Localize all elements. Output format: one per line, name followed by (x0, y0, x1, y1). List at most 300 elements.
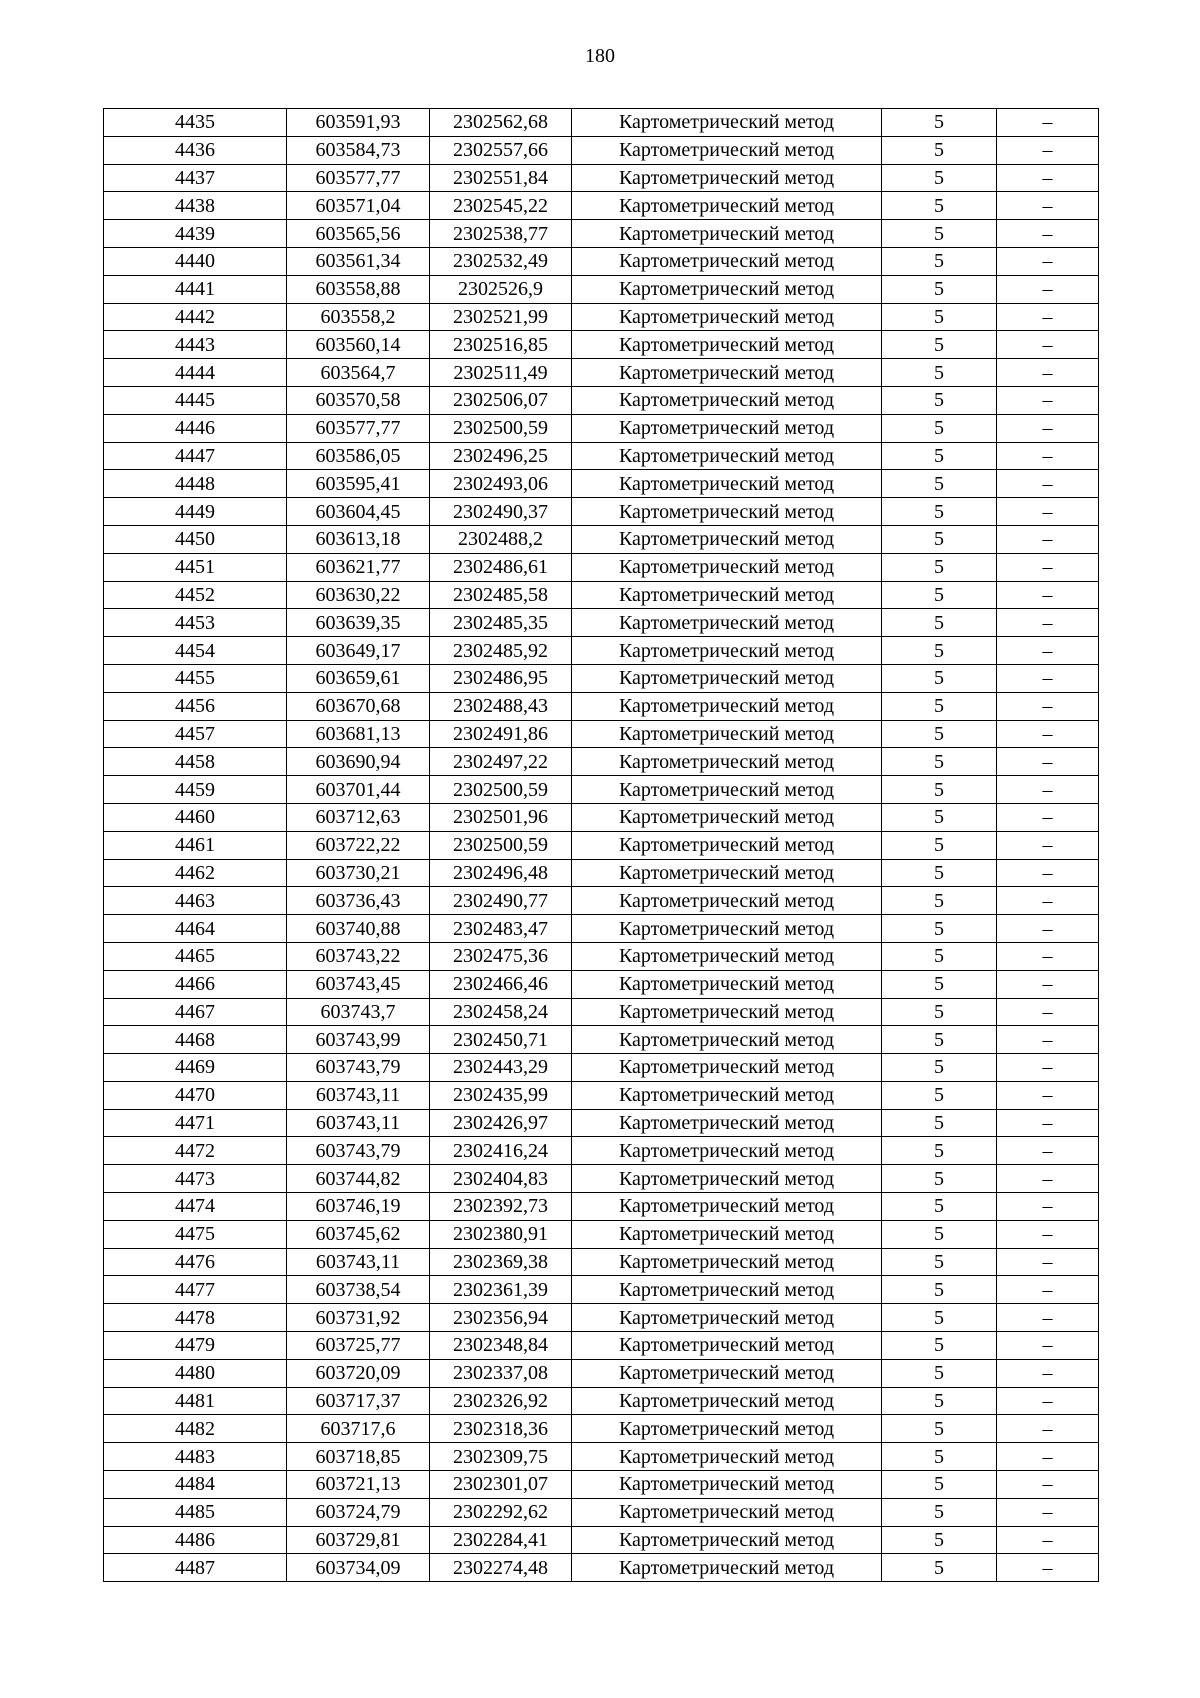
description-cell: – (997, 1554, 1099, 1582)
description-cell: – (997, 414, 1099, 442)
description-cell: – (997, 525, 1099, 553)
accuracy-cell: 5 (882, 1276, 997, 1304)
description-cell: – (997, 1220, 1099, 1248)
description-cell: – (997, 720, 1099, 748)
y-coordinate-cell: 2302337,08 (430, 1359, 572, 1387)
table-row (104, 1471, 1099, 1499)
x-coordinate-cell: 603604,45 (287, 498, 430, 526)
accuracy-cell: 5 (882, 942, 997, 970)
table-row (104, 748, 1099, 776)
table-row (104, 1165, 1099, 1193)
method-cell: Картометрический метод (572, 1387, 882, 1415)
y-coordinate-cell: 2302380,91 (430, 1220, 572, 1248)
accuracy-cell: 5 (882, 1526, 997, 1554)
x-coordinate-cell: 603621,77 (287, 553, 430, 581)
y-coordinate-cell: 2302356,94 (430, 1304, 572, 1332)
table-row (104, 303, 1099, 331)
y-coordinate-cell: 2302475,36 (430, 942, 572, 970)
table-row (104, 776, 1099, 804)
method-cell: Картометрический метод (572, 887, 882, 915)
x-coordinate-cell: 603659,61 (287, 664, 430, 692)
description-cell: – (997, 1415, 1099, 1443)
y-coordinate-cell: 2302557,66 (430, 136, 572, 164)
method-cell: Картометрический метод (572, 275, 882, 303)
point-number-cell: 4462 (104, 859, 287, 887)
table-row (104, 1081, 1099, 1109)
table-row (104, 609, 1099, 637)
description-cell: – (997, 776, 1099, 804)
y-coordinate-cell: 2302458,24 (430, 998, 572, 1026)
accuracy-cell: 5 (882, 303, 997, 331)
table-row (104, 525, 1099, 553)
x-coordinate-cell: 603591,93 (287, 109, 430, 137)
accuracy-cell: 5 (882, 1193, 997, 1221)
accuracy-cell: 5 (882, 1165, 997, 1193)
point-number-cell: 4445 (104, 386, 287, 414)
description-cell: – (997, 1471, 1099, 1499)
accuracy-cell: 5 (882, 470, 997, 498)
y-coordinate-cell: 2302301,07 (430, 1471, 572, 1499)
accuracy-cell: 5 (882, 1498, 997, 1526)
accuracy-cell: 5 (882, 1415, 997, 1443)
x-coordinate-cell: 603584,73 (287, 136, 430, 164)
description-cell: – (997, 1359, 1099, 1387)
x-coordinate-cell: 603639,35 (287, 609, 430, 637)
x-coordinate-cell: 603577,77 (287, 414, 430, 442)
table-row (104, 1276, 1099, 1304)
table-row (104, 1443, 1099, 1471)
table-row (104, 1220, 1099, 1248)
accuracy-cell: 5 (882, 192, 997, 220)
x-coordinate-cell: 603613,18 (287, 525, 430, 553)
method-cell: Картометрический метод (572, 1193, 882, 1221)
x-coordinate-cell: 603743,11 (287, 1248, 430, 1276)
accuracy-cell: 5 (882, 109, 997, 137)
y-coordinate-cell: 2302369,38 (430, 1248, 572, 1276)
accuracy-cell: 5 (882, 609, 997, 637)
y-coordinate-cell: 2302426,97 (430, 1109, 572, 1137)
table-row (104, 442, 1099, 470)
point-number-cell: 4478 (104, 1304, 287, 1332)
y-coordinate-cell: 2302483,47 (430, 915, 572, 943)
table-row (104, 803, 1099, 831)
method-cell: Картометрический метод (572, 1109, 882, 1137)
description-cell: – (997, 1193, 1099, 1221)
method-cell: Картометрический метод (572, 1165, 882, 1193)
method-cell: Картометрический метод (572, 1054, 882, 1082)
y-coordinate-cell: 2302500,59 (430, 414, 572, 442)
point-number-cell: 4456 (104, 692, 287, 720)
y-coordinate-cell: 2302404,83 (430, 1165, 572, 1193)
point-number-cell: 4481 (104, 1387, 287, 1415)
point-number-cell: 4472 (104, 1137, 287, 1165)
x-coordinate-cell: 603740,88 (287, 915, 430, 943)
table-row (104, 720, 1099, 748)
accuracy-cell: 5 (882, 1332, 997, 1360)
y-coordinate-cell: 2302485,58 (430, 581, 572, 609)
point-number-cell: 4466 (104, 970, 287, 998)
x-coordinate-cell: 603724,79 (287, 1498, 430, 1526)
point-number-cell: 4447 (104, 442, 287, 470)
accuracy-cell: 5 (882, 720, 997, 748)
point-number-cell: 4483 (104, 1443, 287, 1471)
point-number-cell: 4474 (104, 1193, 287, 1221)
method-cell: Картометрический метод (572, 748, 882, 776)
y-coordinate-cell: 2302488,43 (430, 692, 572, 720)
y-coordinate-cell: 2302488,2 (430, 525, 572, 553)
method-cell: Картометрический метод (572, 1276, 882, 1304)
description-cell: – (997, 1526, 1099, 1554)
accuracy-cell: 5 (882, 1443, 997, 1471)
method-cell: Картометрический метод (572, 1471, 882, 1499)
method-cell: Картометрический метод (572, 831, 882, 859)
table-row (104, 1387, 1099, 1415)
y-coordinate-cell: 2302501,96 (430, 803, 572, 831)
point-number-cell: 4461 (104, 831, 287, 859)
description-cell: – (997, 887, 1099, 915)
table-row (104, 942, 1099, 970)
table-row (104, 664, 1099, 692)
accuracy-cell: 5 (882, 887, 997, 915)
x-coordinate-cell: 603649,17 (287, 637, 430, 665)
x-coordinate-cell: 603586,05 (287, 442, 430, 470)
point-number-cell: 4436 (104, 136, 287, 164)
description-cell: – (997, 303, 1099, 331)
accuracy-cell: 5 (882, 803, 997, 831)
description-cell: – (997, 220, 1099, 248)
method-cell: Картометрический метод (572, 1137, 882, 1165)
x-coordinate-cell: 603690,94 (287, 748, 430, 776)
point-number-cell: 4459 (104, 776, 287, 804)
table-row (104, 1054, 1099, 1082)
description-cell: – (997, 164, 1099, 192)
accuracy-cell: 5 (882, 414, 997, 442)
x-coordinate-cell: 603725,77 (287, 1332, 430, 1360)
point-number-cell: 4441 (104, 275, 287, 303)
table-row (104, 1498, 1099, 1526)
point-number-cell: 4470 (104, 1081, 287, 1109)
method-cell: Картометрический метод (572, 303, 882, 331)
description-cell: – (997, 1026, 1099, 1054)
method-cell: Картометрический метод (572, 637, 882, 665)
y-coordinate-cell: 2302443,29 (430, 1054, 572, 1082)
table-row (104, 692, 1099, 720)
accuracy-cell: 5 (882, 1471, 997, 1499)
y-coordinate-cell: 2302497,22 (430, 748, 572, 776)
table-row (104, 359, 1099, 387)
method-cell: Картометрический метод (572, 970, 882, 998)
x-coordinate-cell: 603734,09 (287, 1554, 430, 1582)
x-coordinate-cell: 603630,22 (287, 581, 430, 609)
x-coordinate-cell: 603717,6 (287, 1415, 430, 1443)
method-cell: Картометрический метод (572, 359, 882, 387)
description-cell: – (997, 915, 1099, 943)
accuracy-cell: 5 (882, 1304, 997, 1332)
x-coordinate-cell: 603564,7 (287, 359, 430, 387)
description-cell: – (997, 470, 1099, 498)
point-number-cell: 4437 (104, 164, 287, 192)
method-cell: Картометрический метод (572, 998, 882, 1026)
y-coordinate-cell: 2302466,46 (430, 970, 572, 998)
method-cell: Картометрический метод (572, 386, 882, 414)
method-cell: Картометрический метод (572, 692, 882, 720)
y-coordinate-cell: 2302551,84 (430, 164, 572, 192)
y-coordinate-cell: 2302485,35 (430, 609, 572, 637)
accuracy-cell: 5 (882, 970, 997, 998)
method-cell: Картометрический метод (572, 470, 882, 498)
table-row (104, 220, 1099, 248)
description-cell: – (997, 498, 1099, 526)
description-cell: – (997, 359, 1099, 387)
accuracy-cell: 5 (882, 859, 997, 887)
accuracy-cell: 5 (882, 1054, 997, 1082)
x-coordinate-cell: 603743,22 (287, 942, 430, 970)
y-coordinate-cell: 2302500,59 (430, 776, 572, 804)
method-cell: Картометрический метод (572, 1026, 882, 1054)
y-coordinate-cell: 2302490,77 (430, 887, 572, 915)
description-cell: – (997, 664, 1099, 692)
description-cell: – (997, 1387, 1099, 1415)
point-number-cell: 4444 (104, 359, 287, 387)
point-number-cell: 4455 (104, 664, 287, 692)
method-cell: Картометрический метод (572, 1248, 882, 1276)
y-coordinate-cell: 2302318,36 (430, 1415, 572, 1443)
accuracy-cell: 5 (882, 525, 997, 553)
coordinates-table (103, 108, 1099, 1582)
coordinates-table-body (104, 109, 1099, 1582)
table-row (104, 192, 1099, 220)
accuracy-cell: 5 (882, 1220, 997, 1248)
x-coordinate-cell: 603743,99 (287, 1026, 430, 1054)
accuracy-cell: 5 (882, 164, 997, 192)
x-coordinate-cell: 603738,54 (287, 1276, 430, 1304)
description-cell: – (997, 609, 1099, 637)
table-row (104, 998, 1099, 1026)
y-coordinate-cell: 2302532,49 (430, 247, 572, 275)
description-cell: – (997, 1304, 1099, 1332)
x-coordinate-cell: 603701,44 (287, 776, 430, 804)
description-cell: – (997, 331, 1099, 359)
x-coordinate-cell: 603717,37 (287, 1387, 430, 1415)
y-coordinate-cell: 2302292,62 (430, 1498, 572, 1526)
table-row (104, 887, 1099, 915)
method-cell: Картометрический метод (572, 581, 882, 609)
y-coordinate-cell: 2302348,84 (430, 1332, 572, 1360)
table-row (104, 498, 1099, 526)
accuracy-cell: 5 (882, 1026, 997, 1054)
y-coordinate-cell: 2302486,61 (430, 553, 572, 581)
method-cell: Картометрический метод (572, 609, 882, 637)
description-cell: – (997, 386, 1099, 414)
x-coordinate-cell: 603712,63 (287, 803, 430, 831)
method-cell: Картометрический метод (572, 1443, 882, 1471)
x-coordinate-cell: 603681,13 (287, 720, 430, 748)
description-cell: – (997, 1165, 1099, 1193)
table-row (104, 1193, 1099, 1221)
x-coordinate-cell: 603736,43 (287, 887, 430, 915)
y-coordinate-cell: 2302526,9 (430, 275, 572, 303)
table-row (104, 1526, 1099, 1554)
method-cell: Картометрический метод (572, 664, 882, 692)
y-coordinate-cell: 2302309,75 (430, 1443, 572, 1471)
point-number-cell: 4482 (104, 1415, 287, 1443)
accuracy-cell: 5 (882, 442, 997, 470)
x-coordinate-cell: 603743,7 (287, 998, 430, 1026)
table-row (104, 1109, 1099, 1137)
table-row (104, 1304, 1099, 1332)
table-row (104, 1137, 1099, 1165)
table-row (104, 1554, 1099, 1582)
page-number: 180 (585, 45, 615, 67)
x-coordinate-cell: 603730,21 (287, 859, 430, 887)
description-cell: – (997, 1332, 1099, 1360)
point-number-cell: 4440 (104, 247, 287, 275)
y-coordinate-cell: 2302511,49 (430, 359, 572, 387)
method-cell: Картометрический метод (572, 915, 882, 943)
y-coordinate-cell: 2302284,41 (430, 1526, 572, 1554)
accuracy-cell: 5 (882, 998, 997, 1026)
x-coordinate-cell: 603595,41 (287, 470, 430, 498)
description-cell: – (997, 831, 1099, 859)
table-row (104, 1332, 1099, 1360)
point-number-cell: 4477 (104, 1276, 287, 1304)
description-cell: – (997, 1443, 1099, 1471)
table-row (104, 915, 1099, 943)
x-coordinate-cell: 603558,2 (287, 303, 430, 331)
description-cell: – (997, 998, 1099, 1026)
point-number-cell: 4465 (104, 942, 287, 970)
method-cell: Картометрический метод (572, 442, 882, 470)
method-cell: Картометрический метод (572, 247, 882, 275)
accuracy-cell: 5 (882, 776, 997, 804)
accuracy-cell: 5 (882, 1387, 997, 1415)
method-cell: Картометрический метод (572, 192, 882, 220)
description-cell: – (997, 1276, 1099, 1304)
y-coordinate-cell: 2302485,92 (430, 637, 572, 665)
accuracy-cell: 5 (882, 1248, 997, 1276)
method-cell: Картометрический метод (572, 859, 882, 887)
point-number-cell: 4476 (104, 1248, 287, 1276)
accuracy-cell: 5 (882, 220, 997, 248)
point-number-cell: 4453 (104, 609, 287, 637)
table-row (104, 859, 1099, 887)
x-coordinate-cell: 603721,13 (287, 1471, 430, 1499)
y-coordinate-cell: 2302521,99 (430, 303, 572, 331)
point-number-cell: 4471 (104, 1109, 287, 1137)
description-cell: – (997, 692, 1099, 720)
y-coordinate-cell: 2302416,24 (430, 1137, 572, 1165)
method-cell: Картометрический метод (572, 331, 882, 359)
y-coordinate-cell: 2302493,06 (430, 470, 572, 498)
x-coordinate-cell: 603570,58 (287, 386, 430, 414)
table-row (104, 247, 1099, 275)
x-coordinate-cell: 603743,79 (287, 1137, 430, 1165)
table-row (104, 581, 1099, 609)
x-coordinate-cell: 603558,88 (287, 275, 430, 303)
method-cell: Картометрический метод (572, 220, 882, 248)
x-coordinate-cell: 603743,79 (287, 1054, 430, 1082)
accuracy-cell: 5 (882, 386, 997, 414)
accuracy-cell: 5 (882, 637, 997, 665)
accuracy-cell: 5 (882, 247, 997, 275)
description-cell: – (997, 136, 1099, 164)
point-number-cell: 4485 (104, 1498, 287, 1526)
table-row (104, 136, 1099, 164)
accuracy-cell: 5 (882, 331, 997, 359)
method-cell: Картометрический метод (572, 525, 882, 553)
accuracy-cell: 5 (882, 831, 997, 859)
accuracy-cell: 5 (882, 1109, 997, 1137)
point-number-cell: 4487 (104, 1554, 287, 1582)
accuracy-cell: 5 (882, 748, 997, 776)
table-row (104, 331, 1099, 359)
description-cell: – (997, 1109, 1099, 1137)
y-coordinate-cell: 2302496,25 (430, 442, 572, 470)
method-cell: Картометрический метод (572, 109, 882, 137)
table-row (104, 275, 1099, 303)
table-row (104, 1026, 1099, 1054)
description-cell: – (997, 1137, 1099, 1165)
accuracy-cell: 5 (882, 1081, 997, 1109)
method-cell: Картометрический метод (572, 720, 882, 748)
point-number-cell: 4435 (104, 109, 287, 137)
point-number-cell: 4458 (104, 748, 287, 776)
table-row (104, 970, 1099, 998)
x-coordinate-cell: 603720,09 (287, 1359, 430, 1387)
y-coordinate-cell: 2302562,68 (430, 109, 572, 137)
point-number-cell: 4457 (104, 720, 287, 748)
accuracy-cell: 5 (882, 1554, 997, 1582)
point-number-cell: 4475 (104, 1220, 287, 1248)
point-number-cell: 4446 (104, 414, 287, 442)
y-coordinate-cell: 2302506,07 (430, 386, 572, 414)
point-number-cell: 4464 (104, 915, 287, 943)
table-row (104, 1248, 1099, 1276)
description-cell: – (997, 553, 1099, 581)
x-coordinate-cell: 603745,62 (287, 1220, 430, 1248)
point-number-cell: 4460 (104, 803, 287, 831)
accuracy-cell: 5 (882, 359, 997, 387)
accuracy-cell: 5 (882, 664, 997, 692)
y-coordinate-cell: 2302450,71 (430, 1026, 572, 1054)
x-coordinate-cell: 603718,85 (287, 1443, 430, 1471)
description-cell: – (997, 275, 1099, 303)
point-number-cell: 4448 (104, 470, 287, 498)
accuracy-cell: 5 (882, 1359, 997, 1387)
x-coordinate-cell: 603577,77 (287, 164, 430, 192)
x-coordinate-cell: 603571,04 (287, 192, 430, 220)
x-coordinate-cell: 603729,81 (287, 1526, 430, 1554)
point-number-cell: 4463 (104, 887, 287, 915)
accuracy-cell: 5 (882, 275, 997, 303)
description-cell: – (997, 109, 1099, 137)
accuracy-cell: 5 (882, 581, 997, 609)
x-coordinate-cell: 603746,19 (287, 1193, 430, 1221)
point-number-cell: 4473 (104, 1165, 287, 1193)
table-row (104, 637, 1099, 665)
x-coordinate-cell: 603743,45 (287, 970, 430, 998)
table-row (104, 831, 1099, 859)
x-coordinate-cell: 603670,68 (287, 692, 430, 720)
table-row (104, 553, 1099, 581)
point-number-cell: 4454 (104, 637, 287, 665)
x-coordinate-cell: 603560,14 (287, 331, 430, 359)
point-number-cell: 4484 (104, 1471, 287, 1499)
table-row (104, 164, 1099, 192)
description-cell: – (997, 637, 1099, 665)
method-cell: Картометрический метод (572, 1554, 882, 1582)
x-coordinate-cell: 603561,34 (287, 247, 430, 275)
